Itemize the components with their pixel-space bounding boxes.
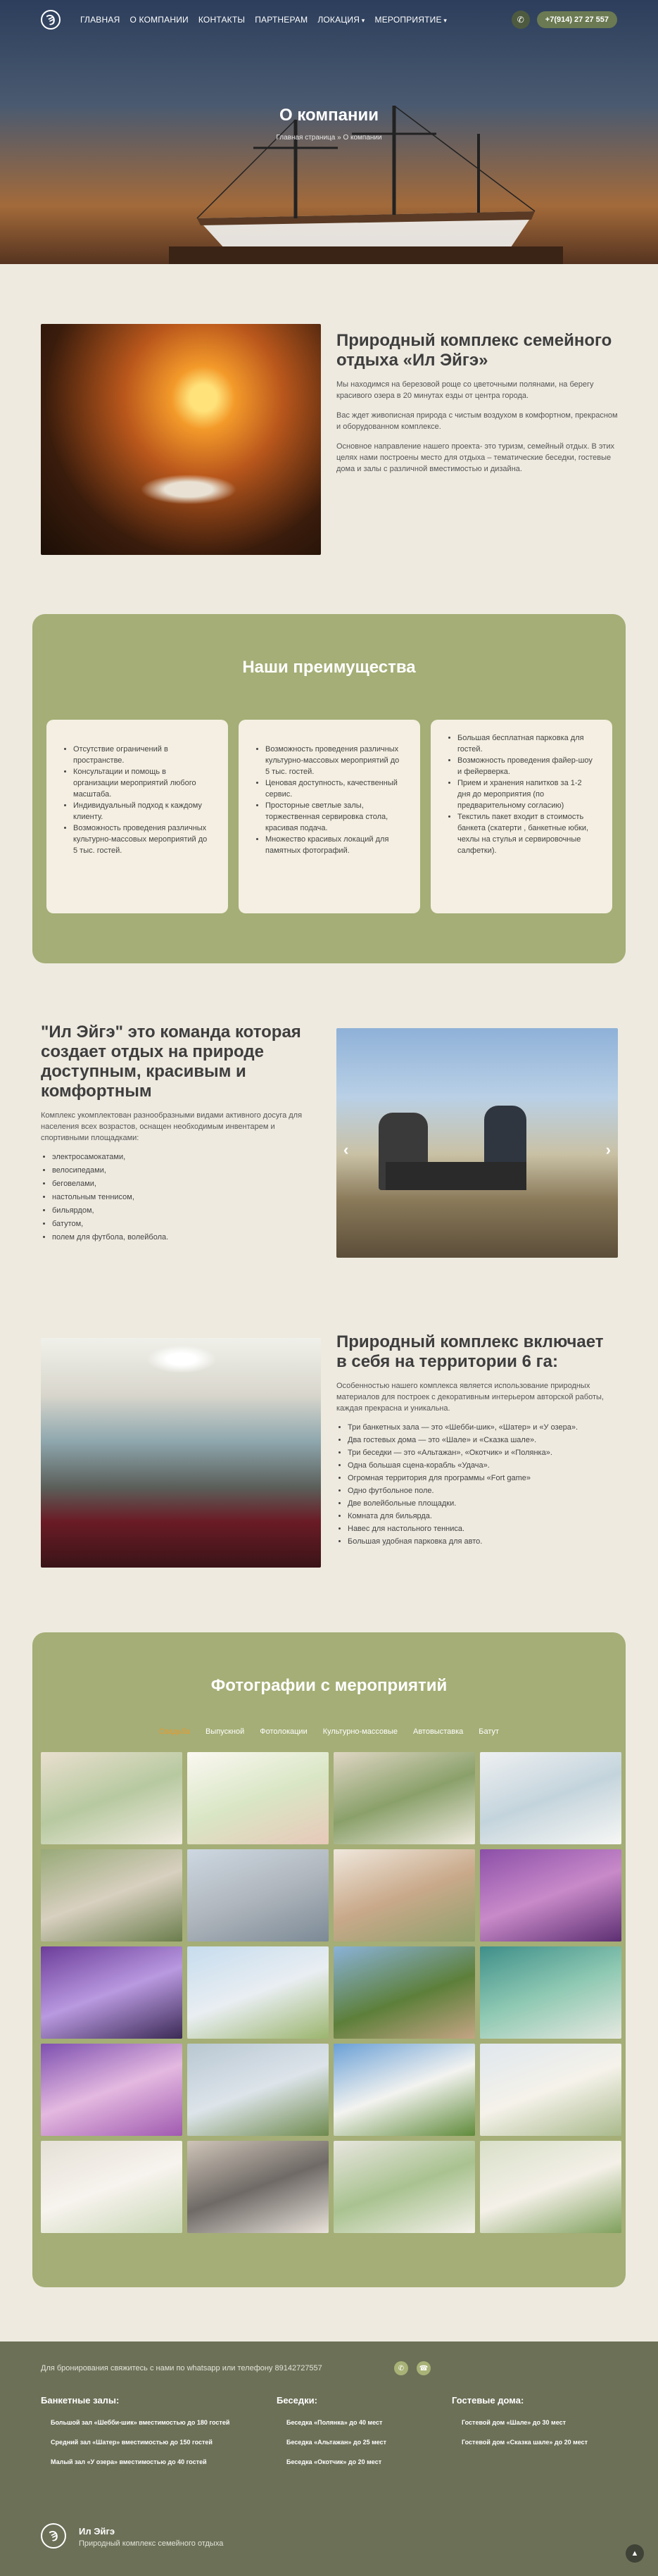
gallery-photo[interactable] — [334, 2141, 475, 2233]
footer-link[interactable]: Малый зал «У озера» вместимостью до 40 гостей — [51, 2458, 207, 2465]
nav-contacts[interactable]: КОНТАКТЫ — [198, 15, 246, 25]
bbq-slider-photo[interactable] — [336, 1028, 618, 1258]
whatsapp-icon[interactable]: ✆ — [512, 11, 530, 29]
advantage-card — [239, 720, 420, 913]
gallery-photo[interactable] — [334, 1946, 475, 2039]
gallery-photo[interactable] — [187, 2141, 329, 2233]
gallery-photo[interactable] — [334, 2044, 475, 2136]
tab-wedding[interactable]: Свадьба — [158, 1727, 191, 1736]
about-paragraph: Основное направление нашего проекта- это туризм, семейный отдых. В этих целях нами построены место для отдыха – тематические беседки, гостевые дома и залы с различной вместимостью и дизайна. — [336, 442, 614, 473]
list-item: • Три беседки — это «Альтажан», «Окотчик» и «Полянка». — [348, 1446, 618, 1459]
footer-link[interactable]: Большой зал «Шебби-шик» вместимостью до 180 гостей — [51, 2419, 230, 2426]
scroll-to-top-icon[interactable]: ▲ — [626, 2544, 644, 2563]
list-item: • Множество красивых локаций для памятных фотографий. — [265, 834, 405, 856]
whatsapp-icon[interactable]: ✆ — [394, 2361, 408, 2375]
list-item: • Возможность проведения файер-шоу и фейерверка. — [457, 755, 597, 777]
gallery-tabs — [32, 1727, 626, 1736]
list-item: • Одно футбольное поле. — [348, 1484, 618, 1497]
list-item: • Возможность проведения различных культурно-массовых мероприятий до 5 тыс. гостей. — [265, 744, 405, 777]
list-item: • батутом, — [52, 1218, 322, 1231]
advantages-title: Наши преимущества — [242, 658, 416, 677]
footer-link[interactable]: Беседка «Альтажан» до 25 мест — [286, 2439, 387, 2446]
site-footer — [0, 2341, 658, 2576]
advantages-panel — [32, 614, 626, 963]
sunset-geese-photo — [41, 324, 321, 555]
about-paragraph: Мы находимся на березовой роще со цветочными полянами, на берегу красивого озера в 20 минутах езды от центра города. — [336, 380, 594, 400]
list-item: • Прием и хранения напитков за 1-2 дня до мероприятия (по предварительному согласию) — [457, 777, 597, 811]
slider-prev-icon[interactable]: ‹ — [343, 1141, 349, 1158]
footer-brand-subtitle: Природный комплекс семейного отдыха — [79, 2539, 224, 2548]
list-item: • Индивидуальный подход к каждому клиенту. — [73, 800, 213, 823]
list-item: • Комната для бильярда. — [348, 1510, 618, 1523]
nav-event[interactable]: МЕРОПРИЯТИЕ ▾ — [375, 15, 448, 25]
list-item: • Консультации и помощь в организации мероприятий любого масштаба. — [73, 766, 213, 800]
banquet-hall-photo — [41, 1338, 321, 1568]
activities-list — [41, 1151, 322, 1244]
list-item: • Текстиль пакет входит в стоимость банкета (скатерти , банкетные юбки, чехлы на стулья и сервировочные салфетки). — [457, 811, 597, 856]
footer-logo-icon[interactable]: Ϡ — [41, 2523, 66, 2549]
team-title: "Ил Эйгэ" это команда которая создает отдых на природе доступным, красивым и комфортным — [41, 1023, 301, 1101]
gallery-photo[interactable] — [334, 1752, 475, 1844]
tab-trampoline[interactable]: Батут — [479, 1727, 500, 1736]
tab-auto-show[interactable]: Автовыставка — [412, 1727, 464, 1736]
gallery-photo[interactable] — [187, 1752, 329, 1844]
tab-graduation[interactable]: Выпускной — [205, 1727, 245, 1736]
breadcrumb[interactable]: Главная страница » О компании — [276, 134, 382, 142]
territory-intro: Особенностью нашего комплекса является использование природных материалов для построек с декоративным интерьером авторской работы, каждая прекрасна и уникальна. — [336, 1382, 604, 1413]
about-paragraph: Вас ждет живописная природа с чистым воздухом в комфортном, прекрасном и оборудованном комплексе. — [336, 411, 618, 431]
advantage-card — [46, 720, 228, 913]
gallery-photo[interactable] — [41, 1946, 182, 2039]
logo-icon[interactable]: Ϡ — [41, 10, 61, 30]
footer-link[interactable]: Беседка «Полянка» до 40 мест — [286, 2419, 383, 2426]
nav-home[interactable]: ГЛАВНАЯ — [80, 15, 120, 25]
gallery-photo[interactable] — [480, 2141, 621, 2233]
gallery-photo[interactable] — [480, 2044, 621, 2136]
page-title: О компании — [279, 106, 379, 125]
facilities-list — [336, 1421, 618, 1548]
gallery-panel — [32, 1632, 626, 2287]
slider-next-icon[interactable]: › — [605, 1141, 611, 1158]
footer-link[interactable]: Гостевой дом «Шале» до 30 мест — [462, 2419, 566, 2426]
list-item: • Навес для настольного тенниса. — [348, 1523, 618, 1535]
footer-link[interactable]: Беседка «Окотчик» до 20 мест — [286, 2458, 382, 2465]
list-item: • Огромная территория для программы «Fort game» — [348, 1472, 618, 1484]
list-item: • Две волейбольные площадки. — [348, 1497, 618, 1510]
gallery-photo[interactable] — [41, 1752, 182, 1844]
ship-silhouette-image — [169, 106, 563, 264]
footer-brand-name: Ил Эйгэ — [79, 2526, 115, 2537]
gallery-photo[interactable] — [480, 1849, 621, 1942]
list-item: • Ценовая доступность, качественный сервис. — [265, 777, 405, 800]
list-item: • Два гостевых дома — это «Шале» и «Сказка шале». — [348, 1434, 618, 1446]
footer-banquet-halls — [41, 2395, 238, 2477]
list-item: • Отсутствие ограничений в пространстве. — [73, 744, 213, 766]
footer-guest-houses — [452, 2395, 614, 2458]
nav-about[interactable]: О КОМПАНИИ — [129, 15, 189, 25]
tab-cultural[interactable]: Культурно-массовые — [322, 1727, 398, 1736]
phone-icon[interactable]: ☎ — [417, 2361, 431, 2375]
gallery-photo[interactable] — [41, 2044, 182, 2136]
gallery-photo[interactable] — [187, 2044, 329, 2136]
gallery-photo[interactable] — [334, 1849, 475, 1942]
main-nav — [80, 15, 447, 25]
list-item: • настольным теннисом, — [52, 1191, 322, 1204]
list-item: • полем для футбола, волейбола. — [52, 1231, 322, 1244]
gallery-photo[interactable] — [187, 1849, 329, 1942]
footer-column-title: Банкетные залы: — [41, 2395, 120, 2406]
tab-photo-locations[interactable]: Фотолокации — [260, 1727, 308, 1736]
list-item: • бильярдом, — [52, 1204, 322, 1218]
territory-title: Природный комплекс включает в себя на территории 6 га: — [336, 1332, 604, 1371]
list-item: • Возможность проведения различных культурно-массовых мероприятий до 5 тыс. гостей. — [73, 823, 213, 856]
list-item: • Просторные светлые залы, торжественная сервировка стола, красивая подача. — [265, 800, 405, 834]
list-item: • Одна большая сцена-корабль «Удача». — [348, 1459, 618, 1472]
footer-gazebos — [277, 2395, 417, 2477]
hero-banner — [0, 0, 658, 264]
gallery-photo[interactable] — [480, 1752, 621, 1844]
nav-partners[interactable]: ПАРТНЕРАМ — [255, 15, 308, 25]
gallery-photo[interactable] — [480, 1946, 621, 2039]
list-item: • Большая бесплатная парковка для гостей. — [457, 732, 597, 755]
footer-link[interactable]: Средний зал «Шатер» вместимостью до 150 гостей — [51, 2439, 213, 2446]
footer-column-title: Гостевые дома: — [452, 2395, 524, 2406]
footer-link[interactable]: Гостевой дом «Сказка шале» до 20 мест — [462, 2439, 588, 2446]
site-header — [0, 0, 658, 39]
advantage-card — [431, 720, 612, 913]
gallery-photo[interactable] — [41, 2141, 182, 2233]
nav-location[interactable]: ЛОКАЦИЯ ▾ — [317, 15, 365, 25]
footer-contact-line: Для бронирования свяжитесь с нами по whatsapp или телефону 89142727557 — [41, 2364, 322, 2372]
list-item: • Три банкетных зала — это «Шебби-шик», «Шатер» и «У озера». — [348, 1421, 618, 1434]
list-item: • беговелами, — [52, 1177, 322, 1191]
about-title: Природный комплекс семейного отдыха «Ил Эйгэ» — [336, 331, 612, 370]
gallery-photo[interactable] — [187, 1946, 329, 2039]
footer-column-title: Беседки: — [277, 2395, 317, 2406]
phone-button[interactable]: +7(914) 27 27 557 — [537, 11, 617, 28]
list-item: • Большая удобная парковка для авто. — [348, 1535, 618, 1548]
gallery-grid — [41, 1752, 621, 2233]
list-item: • велосипедами, — [52, 1164, 322, 1177]
team-intro: Комплекс укомплектован разнообразными видами активного досуга для населения всех возрастов, оснащен необходимым инвентарем и спортивными площадками: — [41, 1111, 303, 1142]
gallery-photo[interactable] — [41, 1849, 182, 1942]
list-item: • электросамокатами, — [52, 1151, 322, 1164]
gallery-title: Фотографии с мероприятий — [210, 1676, 448, 1695]
